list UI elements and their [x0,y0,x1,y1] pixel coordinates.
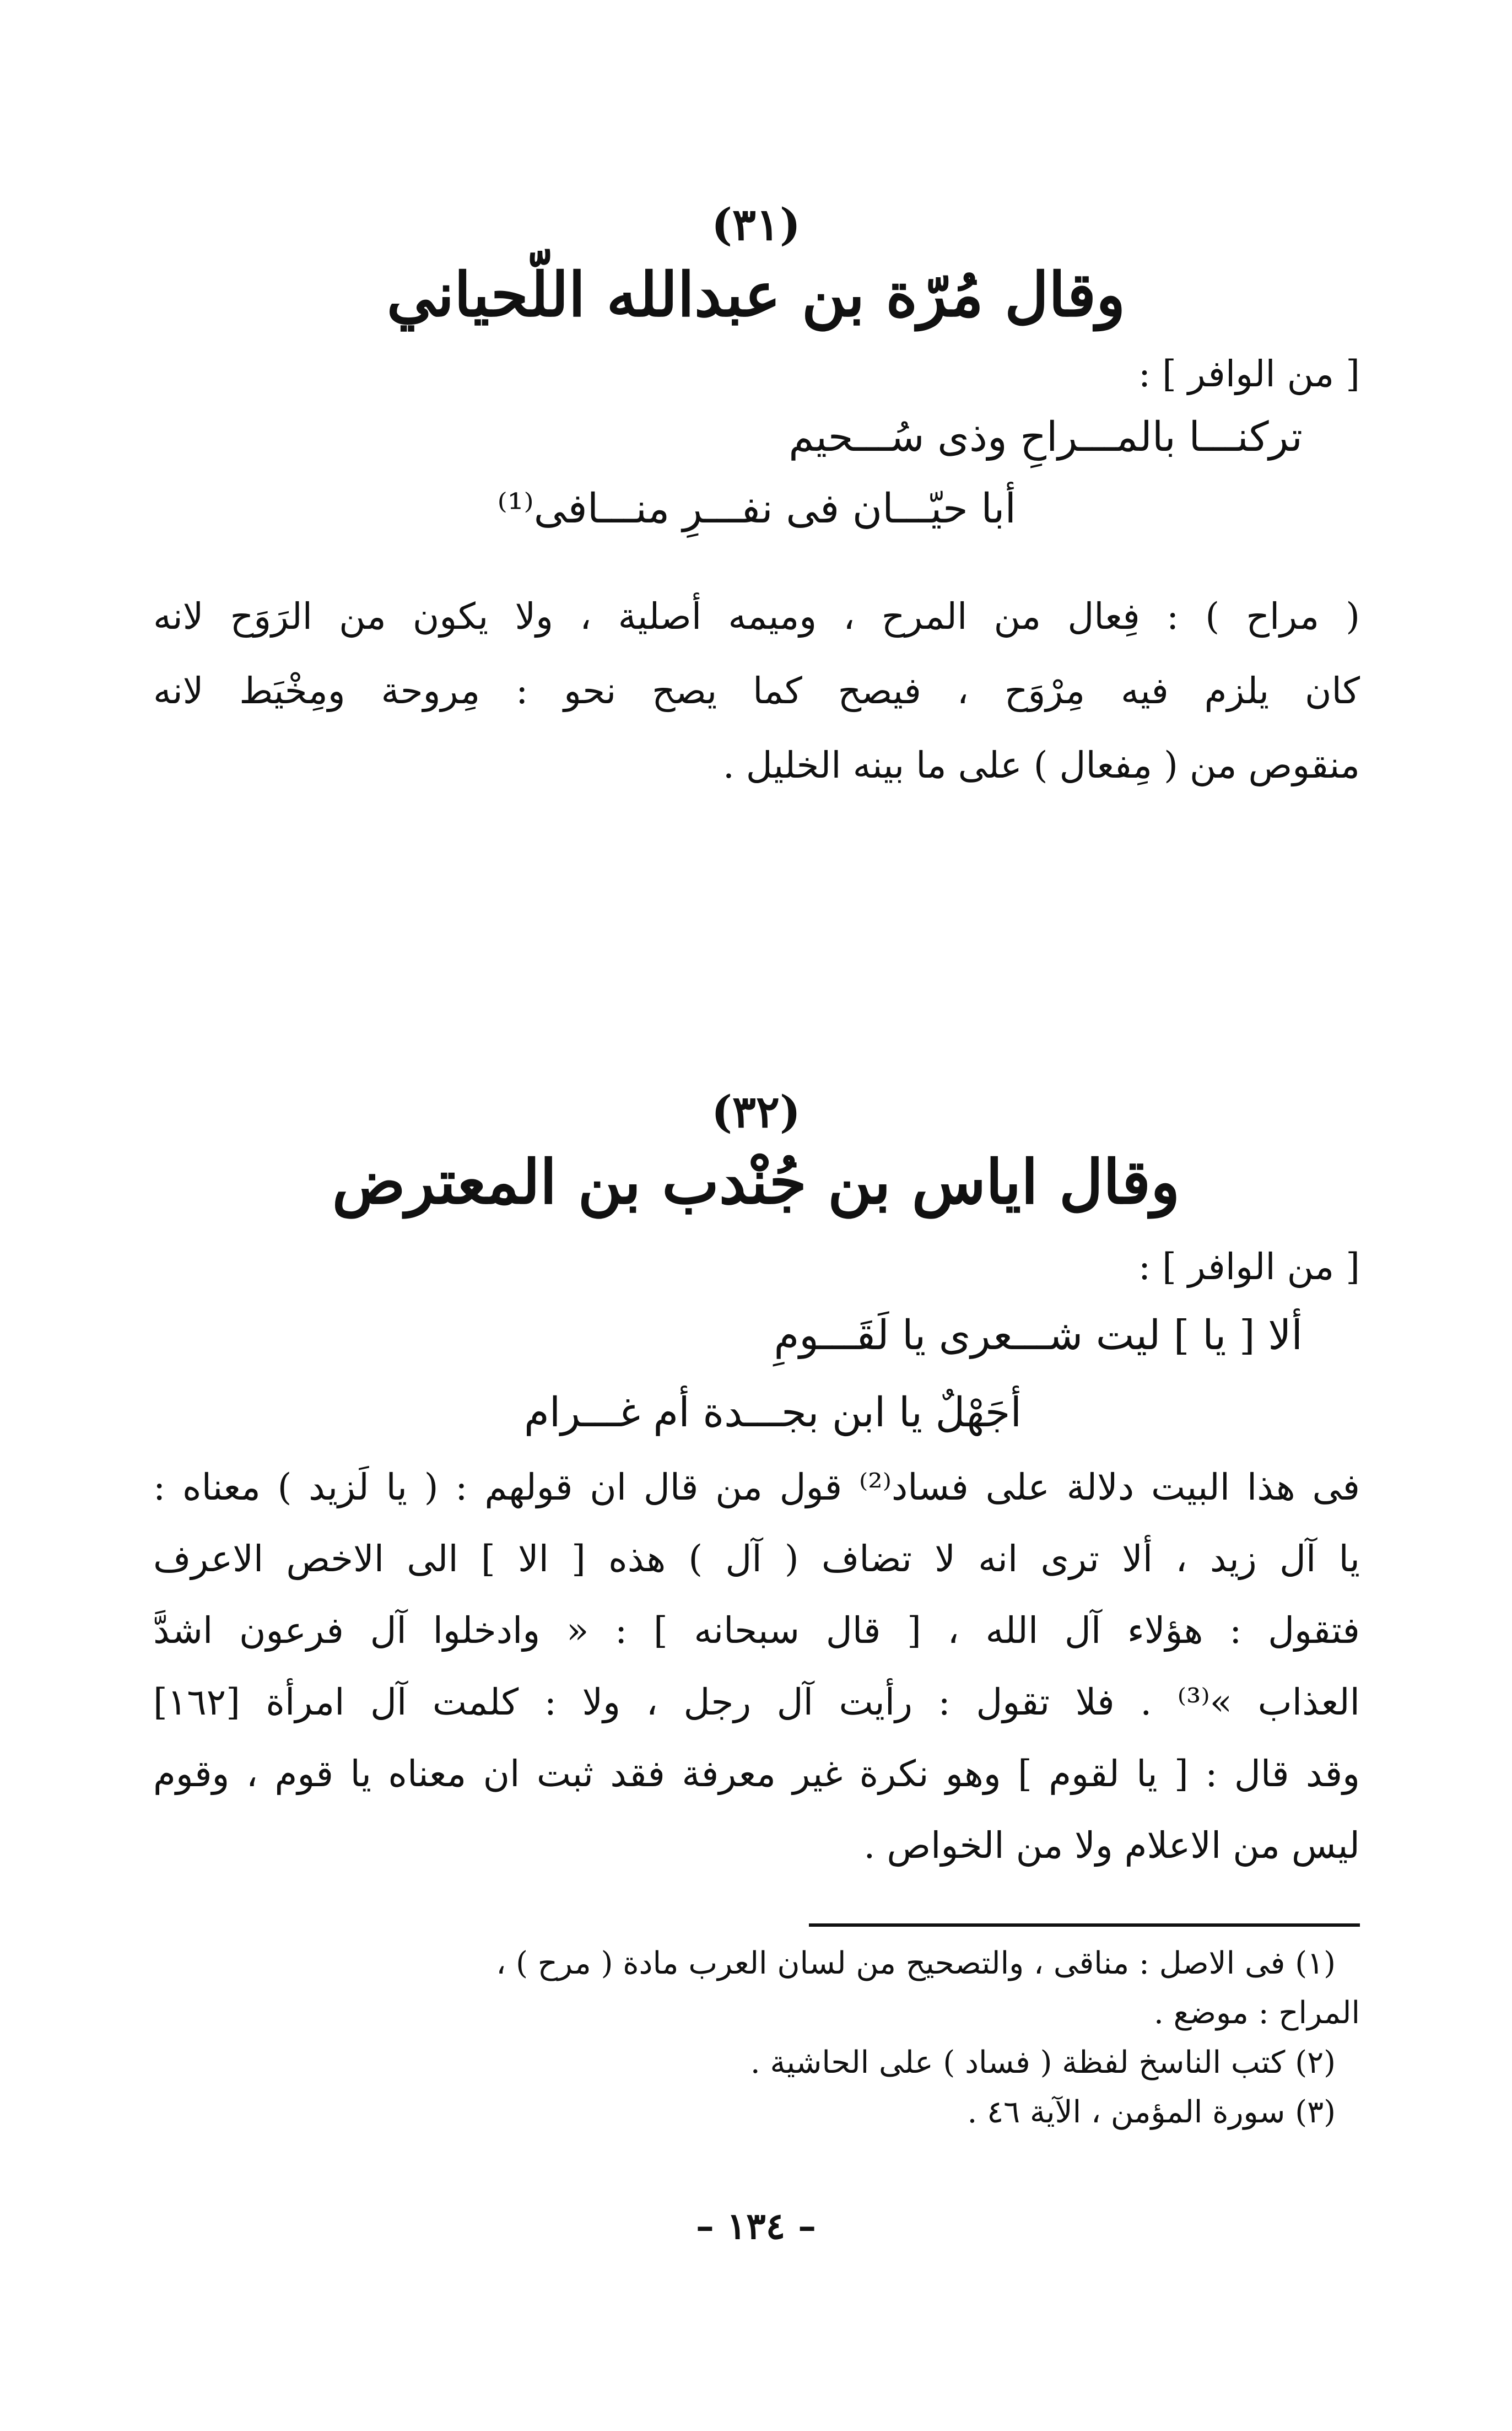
poem-32-meter: [ من الوافر ] : [1138,1246,1360,1288]
poem-32-title: وقال اياس بن جُنْدب بن المعترض [332,1146,1180,1217]
footnote-3: (٣) سورة المؤمن ، الآية ٤٦ . [967,2094,1336,2130]
poem-31-commentary-line: منقوص من ( مِفعال ) على ما بينه الخليل . [722,744,1360,786]
poem-32-verse-line-2: أجَهْلٌ يا ابن بجـــدة أم غـــرام [523,1389,1022,1436]
poem-32-commentary-line: فى هذا البيت دلالة على فساد⁽²⁾ قول من قال ان قولهم : ( يا لَزيد ) معناه : [153,1466,1360,1508]
poem-32-commentary-line: العذاب »⁽³⁾ . فلا تقول : رأيت آل رجل ، ولا : كلمت آل امرأة [١٦٢] [153,1681,1360,1723]
poem-32-verse-line-1: ألا [ يا ] ليت شـــعرى يا لَقَـــومِ [774,1312,1303,1359]
poem-31-meter: [ من الوافر ] : [1138,353,1360,395]
poem-31-title: وقال مُرّة بن عبدالله اللّحياني [386,259,1126,330]
poem-31-verse-line-1: تركنـــا بالمـــراحِ وذى سُـــحيم [789,413,1303,461]
poem-31-verse-line-2: أبا حيّـــان فى نفـــرِ منـــافى⁽¹⁾ [497,485,1016,532]
footnote-1-continuation: المراح : موضع . [1154,1995,1360,2031]
poem-32-commentary-line: يا آل زيد ، ألا ترى انه لا تضاف ( آل ) هذه [ الا ] الى الاخص الاعرف [153,1538,1360,1580]
poem-31-commentary-line: كان يلزم فيه مِرْوَح ، فيصح كما يصح نحو : مِروحة ومِخْيَط لانه [153,670,1360,712]
footnote-2: (٢) كتب الناسخ لفظة ( فساد ) على الحاشية . [750,2045,1336,2080]
poem-32-number: (٣٢) [711,1086,801,1138]
poem-32-commentary-line: فتقول : هؤلاء آل الله ، [ قال سبحانه ] : « وادخلوا آل فرعون اشدَّ [153,1609,1360,1652]
page-number: – ١٣٤ – [695,2204,817,2247]
poem-32-commentary-line: ليس من الاعلام ولا من الخواص . [863,1824,1360,1867]
footnote-1: (١) فى الاصل : مناقى ، والتصحيح من لسان العرب مادة ( مرح ) ، [496,1945,1336,1981]
poem-32-commentary-line: وقد قال : [ يا لقوم ] وهو نكرة غير معرفة فقد ثبت ان معناه يا قوم ، وقوم [153,1753,1360,1795]
poem-31-commentary-line: ( مراح ) : فِعال من المرح ، وميمه أصلية ، ولا يكون من الرَوَح لانه [153,595,1360,638]
poem-31-number: (٣١) [711,198,801,250]
footnote-divider [809,1923,1360,1927]
